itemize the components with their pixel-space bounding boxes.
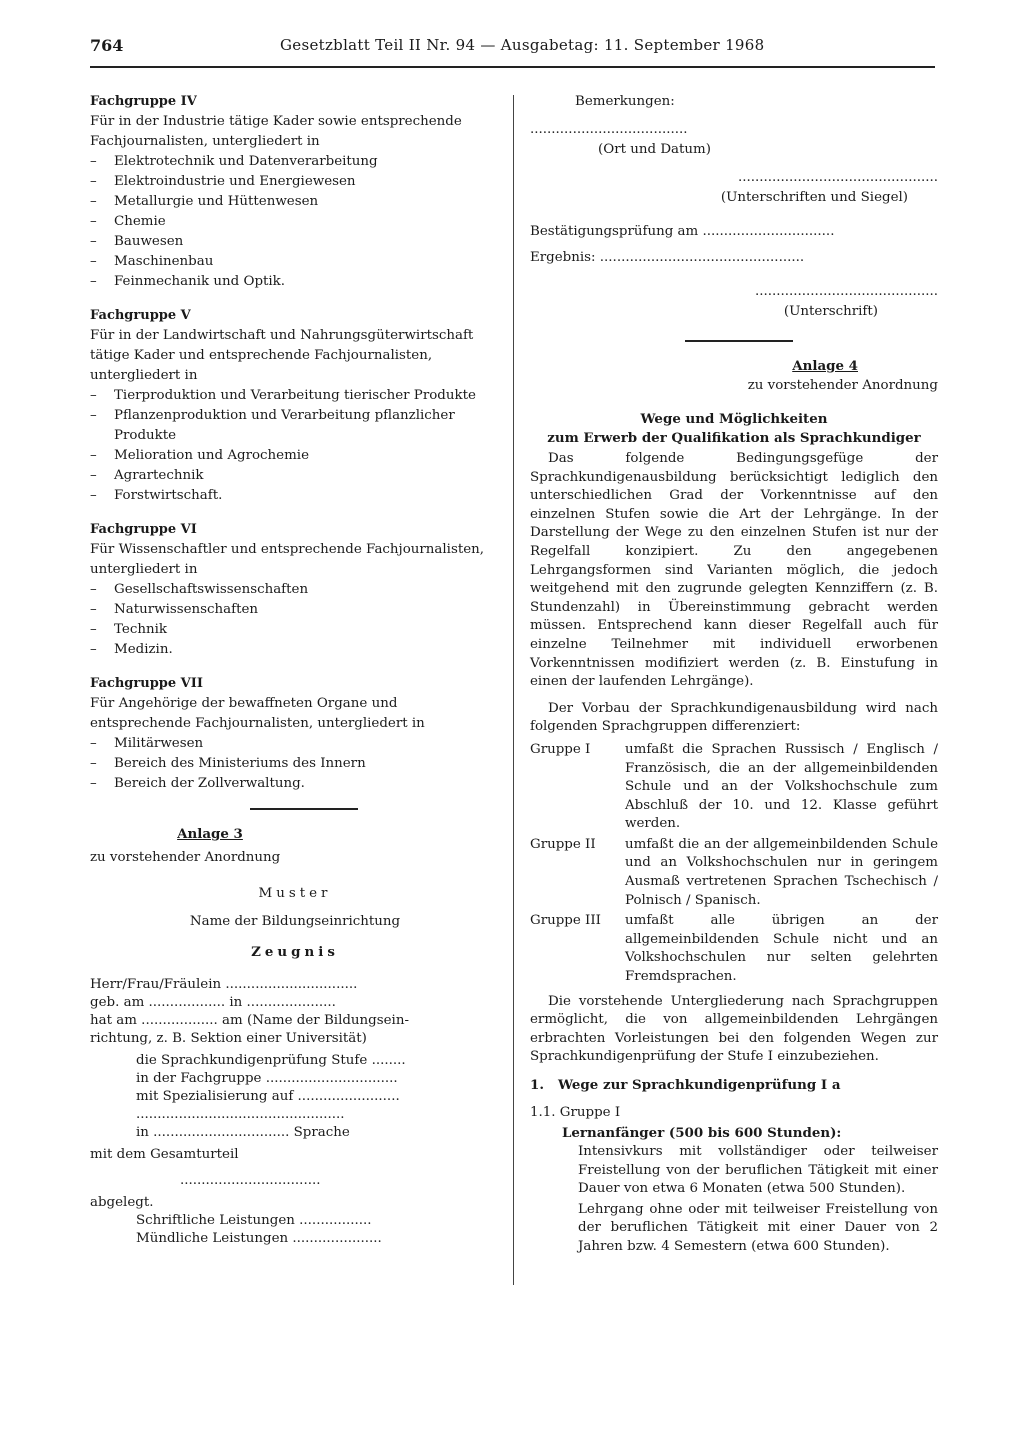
abgelegt-label: abgelegt. bbox=[90, 1195, 154, 1210]
page-number: 764 bbox=[90, 36, 124, 55]
form-line: in ................................ Sprache bbox=[136, 1125, 350, 1140]
list-item: – Bereich der Zollverwaltung. bbox=[90, 774, 500, 794]
language-groups bbox=[530, 741, 938, 987]
left-column bbox=[90, 92, 500, 1248]
paragraph: Das folgende Bedingungsgefüge der Sprachkundigenausbildung berücksichtigt lediglich den unterschiedlichen Grad der Vorkenntnisse auf den einzelnen Stufen sowie die Art der Lehrgänge. In der Darstellung der Wege zu den einzelnen Stufen ist nur der Regelfall konzipiert. Zu den angegebenen Lehrgangsformen sind Varianten möglich, die jedoch weitgehend mit den zugrunde gelegten Kennziffern (z. B. Stundenzahl) in Übereinstimmung gebracht werden müssen. Entsprechend kann dieser Regelfall auch für einzelne Teilnehmer mit individuell erworbenen Vorkenntnissen modifiziert werden (z. B. Einstufung in einen der laufenden Lehrgänge). bbox=[530, 451, 938, 690]
list-item: – Maschinenbau bbox=[90, 252, 500, 272]
muster-label: Muster bbox=[258, 886, 332, 901]
group-text: umfaßt die Sprachen Russisch / Englisch / Französisch, die an der allgemeinbildenden Schule und an der Volkshochschule zum Abschluß der 10. und 12. Klasse geführt werden. bbox=[625, 741, 938, 832]
option-paragraph: Lehrgang ohne oder mit teilweiser Freistellung von der beruflichen Tätigkeit mit einer Dauer von 2 Jahren bzw. 4 Semestern (etwa 600 Stunden). bbox=[578, 1201, 938, 1254]
option-paragraph: Intensivkurs mit vollständiger oder teilweiser Freistellung von der beruflichen Tätigkeit mit einer Dauer von etwa 6 Monaten (etwa 500 Stunden). bbox=[578, 1144, 938, 1197]
annex4-title-line: Wege und Möglichkeiten bbox=[640, 411, 828, 427]
form-line: Herr/Frau/Fräulein ............................... bbox=[90, 977, 358, 992]
list-item: – Bauwesen bbox=[90, 232, 500, 252]
group-text: umfaßt die an der allgemeinbildenden Schule und an Volkshochschulen nur in geringem Ausmaß vertretenen Sprachen Tschechisch / Polnisch / Spanisch. bbox=[625, 836, 938, 908]
sig-label: (Unterschrift) bbox=[783, 304, 878, 319]
list-item: – Tierproduktion und Verarbeitung tierischer Produkte bbox=[90, 386, 500, 406]
group-list bbox=[90, 152, 500, 292]
form-line: hat am .................. am (Name der Bildungsein- bbox=[90, 1013, 409, 1028]
list-item: – Forstwirtschaft. bbox=[90, 486, 500, 506]
fachgruppe-v bbox=[90, 306, 500, 506]
group-intro: Für in der Industrie tätige Kader sowie entsprechende Fachjournalisten, untergliedert in bbox=[90, 114, 462, 149]
form-line: Schriftliche Leistungen ................. bbox=[136, 1213, 372, 1228]
right-column bbox=[530, 92, 938, 1257]
list-item: – Feinmechanik und Optik. bbox=[90, 272, 500, 292]
certificate-form bbox=[90, 976, 500, 1248]
signature-dots: ............................................... bbox=[737, 170, 938, 185]
form-line: geb. am .................. in ..................... bbox=[90, 995, 336, 1010]
list-item: – Agrartechnik bbox=[90, 466, 500, 486]
language-group bbox=[530, 836, 938, 910]
annex3-subheading: zu vorstehender Anordnung bbox=[90, 850, 281, 865]
fachgruppe-vi bbox=[90, 520, 500, 660]
list-item: – Technik bbox=[90, 620, 500, 640]
list-item: – Chemie bbox=[90, 212, 500, 232]
section-rule bbox=[250, 808, 358, 810]
zeugnis-label: Zeugnis bbox=[251, 944, 339, 960]
confirm-line: Bestätigungsprüfung am ............................... bbox=[530, 224, 835, 239]
group-label: Gruppe III bbox=[530, 913, 601, 929]
page-title: Gesetzblatt Teil II Nr. 94 — Ausgabetag: 11. September 1968 bbox=[280, 36, 765, 54]
form-line: ................................................. bbox=[136, 1107, 345, 1122]
place-date-label: (Ort und Datum) bbox=[598, 142, 711, 157]
section-heading: 1. Wege zur Sprachkundigenprüfung I a bbox=[530, 1077, 841, 1093]
group-list bbox=[90, 386, 500, 506]
institution-label: Name der Bildungseinrichtung bbox=[189, 914, 401, 929]
paragraph: Die vorstehende Untergliederung nach Sprachgruppen ermöglicht, die von allgemeinbildenden Lehrgängen erbrachten Vorleistungen bei den folgenden Wegen zur Sprachkundigenprüfung der Stufe I einzubeziehen. bbox=[530, 993, 938, 1065]
group-heading: Fachgruppe V bbox=[90, 308, 191, 323]
place-dots: ..................................... bbox=[530, 122, 688, 137]
list-item: – Elektroindustrie und Energiewesen bbox=[90, 172, 500, 192]
annex4-title bbox=[530, 410, 938, 448]
group-intro: Für Wissenschaftler und entsprechende Fachjournalisten, untergliedert in bbox=[90, 542, 485, 577]
paragraph: Der Vorbau der Sprachkundigenausbildung wird nach folgenden Sprachgruppen differenziert: bbox=[530, 700, 938, 735]
form-line: mit Spezialisierung auf ........................ bbox=[136, 1089, 400, 1104]
group-label: Gruppe I bbox=[530, 741, 591, 757]
group-heading: Fachgruppe VII bbox=[90, 676, 203, 691]
annex4-title-line: zum Erwerb der Qualifikation als Sprachkundiger bbox=[547, 430, 921, 446]
overall-dots: ................................. bbox=[180, 1173, 321, 1188]
annex3-heading: Anlage 3 bbox=[177, 826, 243, 842]
language-group bbox=[530, 912, 938, 986]
annex4-subheading: zu vorstehender Anordnung bbox=[747, 378, 938, 393]
page-header bbox=[90, 36, 935, 68]
form-line: richtung, z. B. Sektion einer Universität) bbox=[90, 1031, 367, 1046]
list-item: – Gesellschaftswissenschaften bbox=[90, 580, 500, 600]
list-item: – Bereich des Ministeriums des Innern bbox=[90, 754, 500, 774]
form-line: die Sprachkundigenprüfung Stufe ........ bbox=[136, 1053, 406, 1068]
fachgruppe-iv bbox=[90, 92, 500, 292]
form-line: Mündliche Leistungen ..................... bbox=[136, 1231, 382, 1246]
group-intro: Für Angehörige der bewaffneten Organe und entsprechende Fachjournalisten, untergliedert in bbox=[90, 696, 425, 731]
sig-dots: ........................................... bbox=[754, 284, 938, 299]
signature-label: (Unterschriften und Siegel) bbox=[720, 190, 908, 205]
group-heading: Fachgruppe IV bbox=[90, 94, 197, 109]
list-item: – Pflanzenproduktion und Verarbeitung pflanzlicher Produkte bbox=[90, 406, 500, 446]
fachgruppe-vii bbox=[90, 674, 500, 794]
group-intro: Für in der Landwirtschaft und Nahrungsgüterwirtschaft tätige Kader und entsprechende Fachjournalisten, untergliedert in bbox=[90, 328, 474, 383]
group-list bbox=[90, 734, 500, 794]
list-item: – Elektrotechnik und Datenverarbeitung bbox=[90, 152, 500, 172]
results-block bbox=[90, 1212, 500, 1248]
beginner-label: Lernanfänger (500 bis 600 Stunden): bbox=[562, 1125, 842, 1141]
exam-block bbox=[90, 1052, 500, 1142]
remarks-label: Bemerkungen: bbox=[575, 94, 675, 109]
list-item: – Naturwissenschaften bbox=[90, 600, 500, 620]
language-group bbox=[530, 741, 938, 834]
list-item: – Medizin. bbox=[90, 640, 500, 660]
result-line: Ergebnis: ................................................ bbox=[530, 250, 805, 265]
list-item: – Melioration und Agrochemie bbox=[90, 446, 500, 466]
section-rule bbox=[685, 340, 793, 342]
subsection-heading: 1.1. Gruppe I bbox=[530, 1105, 621, 1120]
group-heading: Fachgruppe VI bbox=[90, 522, 197, 537]
form-line: in der Fachgruppe ............................... bbox=[136, 1071, 398, 1086]
annex4-heading: Anlage 4 bbox=[792, 358, 858, 374]
group-label: Gruppe II bbox=[530, 836, 596, 852]
group-text: umfaßt alle übrigen an der allgemeinbildenden Schule nicht und an Volkshochschulen nur selten gelehrten Fremdsprachen. bbox=[625, 913, 938, 985]
list-item: – Militärwesen bbox=[90, 734, 500, 754]
column-divider bbox=[513, 95, 514, 1285]
list-item: – Metallurgie und Hüttenwesen bbox=[90, 192, 500, 212]
overall-label: mit dem Gesamturteil bbox=[90, 1147, 239, 1162]
group-list bbox=[90, 580, 500, 660]
